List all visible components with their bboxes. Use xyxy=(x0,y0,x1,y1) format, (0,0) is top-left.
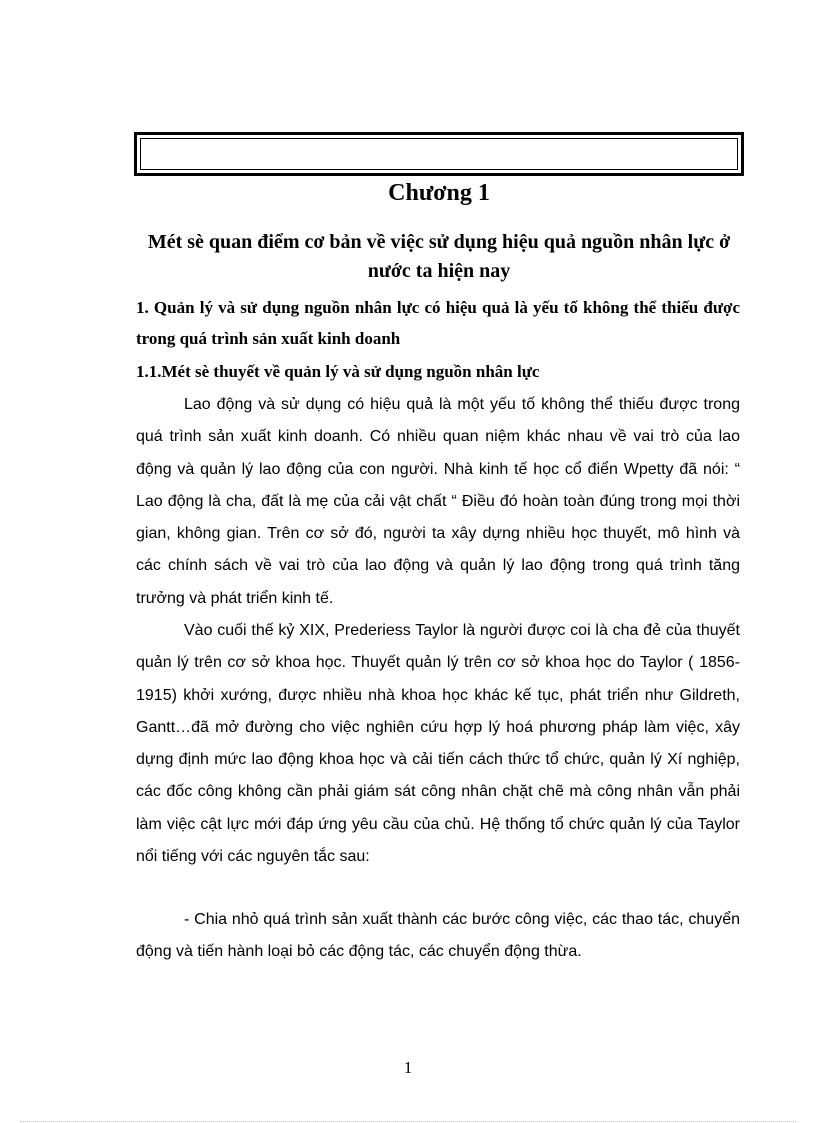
page-bottom-divider xyxy=(20,1121,796,1122)
chapter-heading: Chương 1 xyxy=(388,180,490,206)
page-number: 1 xyxy=(403,1058,413,1077)
paragraph-1: Lao động và sử dụng có hiệu quả là một yếu tố không thể thiếu được trong quá trình sản xuất kinh doanh. Có nhiều quan niệm khác nhau về vai trò của lao động và quản lý lao động của con người. Nhà kinh tế học cổ điển Wpetty đã nói: “ Lao động là cha, đất là mẹ của cải vật chất “ Điều đó hoàn toàn đúng trong mọi thời gian, không gian. Trên cơ sở đó, người ta xây dựng nhiều học thuyết, mô hình và các chính sách về vai trò của lao động và quản lý lao động trong quá trình tăng trưởng và phát triển kinh tế. xyxy=(136,396,740,607)
chapter-header-frame xyxy=(134,132,744,176)
chapter-header-frame-inner xyxy=(140,138,738,170)
paragraph-2: Vào cuối thế kỷ XIX, Prederiess Taylor là người được coi là cha đẻ của thuyết quản lý trên cơ sở khoa học. Thuyết quản lý trên cơ sở khoa học do Taylor ( 1856-1915) khởi xướng, được nhiều nhà khoa học khác kế tục, phát triển như Gildreth, Gantt…đã mở đường cho việc nghiên cứu hợp lý hoá phương pháp làm việc, xây dựng định mức lao động khoa học và cải tiến cách thức tổ chức, quản lý Xí nghiệp, các đốc công không cần phải giám sát công nhân chặt chẽ mà công nhân vẫn phải làm việc cật lực mới đáp ứng yêu cầu của chủ. Hệ thống tổ chức quản lý của Taylor nổi tiếng với các nguyên tắc sau: xyxy=(136,622,740,866)
section-1-1-heading: 1.1.Mét sè thuyết về quản lý và sử dụng nguồn nhân lực xyxy=(136,362,540,381)
paragraph-3-bullet: - Chia nhỏ quá trình sản xuất thành các bước công việc, các thao tác, chuyển động và tiến hành loại bỏ các động tác, các chuyển động thừa. xyxy=(136,911,740,961)
section-1-heading: 1. Quản lý và sử dụng nguồn nhân lực có hiệu quả là yếu tố không thể thiếu được trong quá trình sản xuất kinh doanh xyxy=(136,298,740,348)
chapter-title: Mét sè quan điểm cơ bản về việc sử dụng hiệu quả nguồn nhân lực ở nước ta hiện nay xyxy=(147,231,731,282)
